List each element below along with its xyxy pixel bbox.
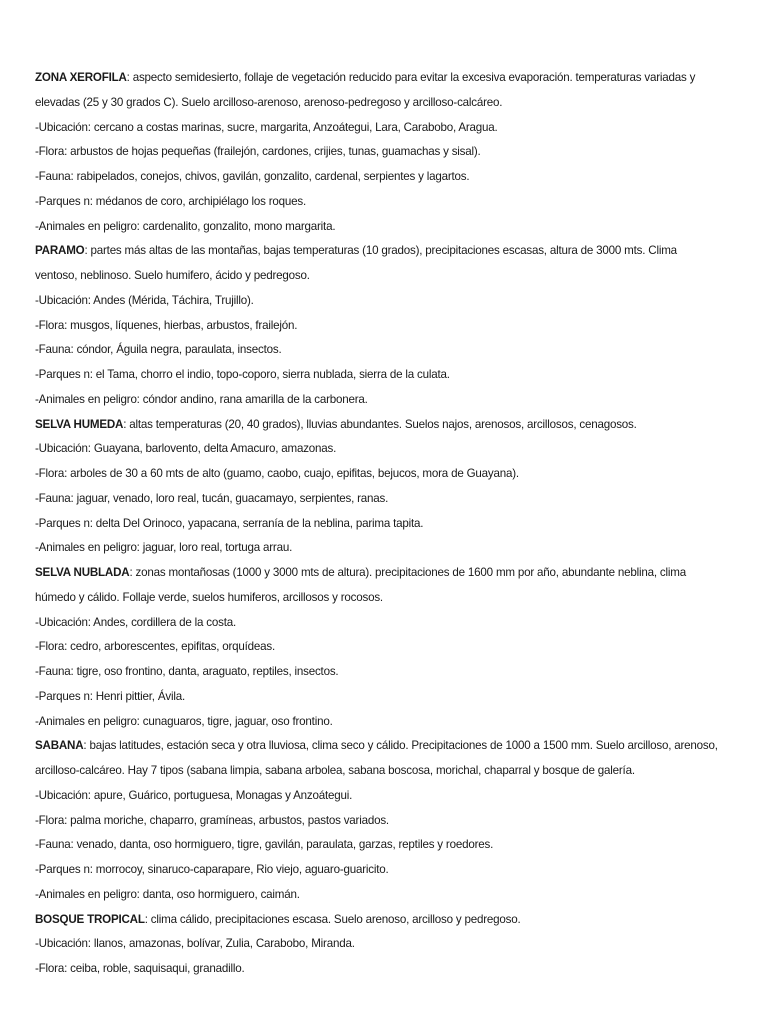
text-line	[35, 363, 722, 388]
line-text: -Ubicación: apure, Guárico, portuguesa, Monagas y Anzoátegui.	[35, 788, 353, 802]
section-title: SELVA NUBLADA	[35, 566, 130, 579]
section-heading-line	[35, 66, 722, 91]
line-text: -Flora: arbustos de hojas pequeñas (frailejón, cardones, crijies, tunas, guamachas y sisal).	[35, 145, 481, 159]
section-heading-line	[35, 908, 722, 933]
section-title: SABANA	[35, 739, 84, 753]
section-title: ZONA XEROFILA	[35, 71, 127, 84]
text-line	[35, 536, 722, 561]
text-line	[35, 858, 722, 883]
line-text: -Ubicación: cercano a costas marinas, sucre, margarita, Anzoátegui, Lara, Carabobo, Aragua.	[35, 120, 498, 134]
line-text: -Fauna: venado, danta, oso hormiguero, tigre, gavilán, paraulata, garzas, reptiles y roedores.	[35, 838, 494, 852]
text-line	[35, 932, 722, 957]
line-text: -Ubicación: llanos, amazonas, bolívar, Zulia, Carabobo, Miranda.	[35, 937, 355, 951]
text-line	[35, 957, 722, 982]
text-line	[35, 883, 722, 908]
section-heading-line	[35, 239, 722, 264]
line-text: -Fauna: jaguar, venado, loro real, tucán, guacamayo, serpientes, ranas.	[35, 491, 389, 505]
section-title: PARAMO	[35, 244, 85, 258]
line-text: -Animales en peligro: danta, oso hormiguero, caimán.	[35, 887, 300, 901]
text-line	[35, 314, 722, 339]
text-line	[35, 784, 722, 809]
text-line	[35, 437, 722, 462]
text-line	[35, 289, 722, 314]
section-title: SELVA HUMEDA	[35, 417, 124, 431]
text-line	[35, 91, 722, 116]
line-text: arcilloso-calcáreo. Hay 7 tipos (sabana limpia, sabana arbolea, sabana boscosa, morichal, chaparral y bosque de galería.	[35, 764, 635, 777]
text-line	[35, 512, 722, 537]
text-line	[35, 215, 722, 240]
line-text: : clima cálido, precipitaciones escasa. Suelo arenoso, arcilloso y pedregoso.	[144, 912, 521, 926]
line-text: -Animales en peligro: cunaguaros, tigre, jaguar, oso frontino.	[35, 714, 333, 728]
line-text: húmedo y cálido. Follaje verde, suelos humiferos, arcillosos y rocosos.	[35, 590, 383, 604]
text-line	[35, 264, 722, 289]
line-text: -Parques n: el Tama, chorro el indio, topo-coporo, sierra nublada, sierra de la culata.	[35, 368, 450, 381]
line-text: : partes más altas de las montañas, bajas temperaturas (10 grados), precipitaciones escasas, altura de 3000 mts. Clima	[84, 244, 677, 258]
line-text: : aspecto semidesierto, follaje de vegetación reducido para evitar la excesiva evaporación. temperaturas variadas y	[126, 71, 696, 84]
text-line	[35, 338, 722, 363]
line-text: -Flora: arboles de 30 a 60 mts de alto (guamo, caobo, cuajo, epifitas, bejucos, mora de Guayana).	[35, 467, 519, 480]
line-text: : bajas latitudes, estación seca y otra lluviosa, clima seco y cálido. Precipitaciones de 1000 a 1500 mm. Suelo arcilloso, arenoso,	[83, 739, 718, 753]
line-text: -Ubicación: Guayana, barlovento, delta Amacuro, amazonas.	[35, 442, 337, 456]
text-line	[35, 710, 722, 735]
line-text: -Animales en peligro: cardenalito, gonzalito, mono margarita.	[35, 219, 336, 233]
text-line	[35, 462, 722, 487]
text-line	[35, 190, 722, 215]
line-text: -Flora: cedro, arborescentes, epifitas, orquídeas.	[35, 640, 276, 654]
line-text: -Parques n: Henri pittier, Ávila.	[35, 689, 185, 703]
text-line	[35, 685, 722, 710]
line-text: : zonas montañosas (1000 y 3000 mts de altura). precipitaciones de 1600 mm por año, abundante neblina, clima	[129, 566, 686, 579]
text-line	[35, 833, 722, 858]
section-heading-line	[35, 734, 722, 759]
line-text: -Ubicación: Andes, cordillera de la costa.	[35, 615, 237, 629]
line-text: elevadas (25 y 30 grados C). Suelo arcilloso-arenoso, arenoso-pedregoso y arcilloso-calcáreo.	[35, 95, 503, 109]
line-text: -Flora: ceiba, roble, saquisaqui, granadillo.	[35, 962, 245, 975]
text-line	[35, 660, 722, 685]
line-text: -Ubicación: Andes (Mérida, Táchira, Trujillo).	[35, 293, 254, 307]
line-text: ventoso, neblinoso. Suelo humifero, ácido y pedregoso.	[35, 269, 310, 282]
text-line	[35, 809, 722, 834]
line-text: -Flora: palma moriche, chaparro, gramíneas, arbustos, pastos variados.	[35, 813, 389, 827]
line-text: -Fauna: tigre, oso frontino, danta, araguato, reptiles, insectos.	[35, 665, 339, 678]
text-line	[35, 611, 722, 636]
line-text: -Flora: musgos, líquenes, hierbas, arbustos, frailejón.	[35, 318, 298, 332]
line-text: : altas temperaturas (20, 40 grados), lluvias abundantes. Suelos najos, arenosos, arcillosos, cenagosos.	[123, 417, 637, 431]
text-line	[35, 140, 722, 165]
line-text: -Animales en peligro: cóndor andino, rana amarilla de la carbonera.	[35, 392, 368, 406]
line-text: -Parques n: médanos de coro, archipiélago los roques.	[35, 194, 307, 208]
text-line	[35, 586, 722, 611]
text-line	[35, 116, 722, 141]
line-text: -Fauna: rabipelados, conejos, chivos, gavilán, gonzalito, cardenal, serpientes y lagartos.	[35, 170, 470, 183]
text-line	[35, 635, 722, 660]
line-text: -Animales en peligro: jaguar, loro real, tortuga arrau.	[35, 541, 293, 555]
line-text: -Parques n: delta Del Orinoco, yapacana, serranía de la neblina, parima tapita.	[35, 516, 424, 530]
section-heading-line	[35, 413, 722, 438]
text-line	[35, 388, 722, 413]
section-heading-line	[35, 561, 722, 586]
line-text: -Fauna: cóndor, Águila negra, paraulata, insectos.	[35, 343, 282, 357]
text-line	[35, 165, 722, 190]
line-text: -Parques n: morrocoy, sinaruco-caparapare, Rio viejo, aguaro-guaricito.	[35, 863, 389, 876]
text-line	[35, 487, 722, 512]
text-line	[35, 759, 722, 784]
section-title: BOSQUE TROPICAL	[35, 912, 145, 926]
